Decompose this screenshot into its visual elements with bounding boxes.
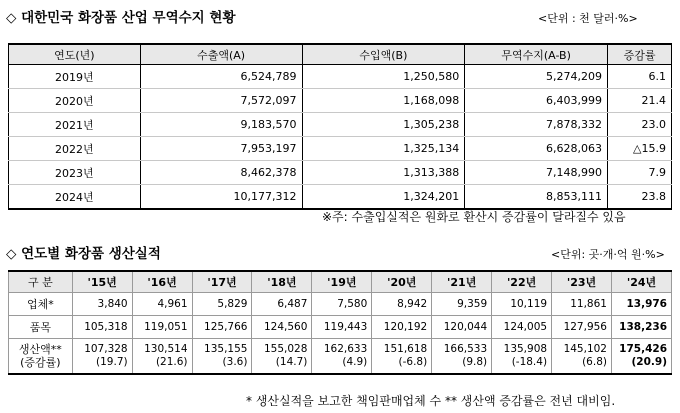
production-value: 162,633 bbox=[323, 343, 368, 355]
balance-cell: 8,853,111 bbox=[465, 185, 608, 210]
balance-cell: 6,403,999 bbox=[465, 89, 608, 113]
table-row bbox=[9, 65, 672, 89]
balance-cell: 6,628,063 bbox=[465, 137, 608, 161]
imports-cell: 1,250,580 bbox=[302, 65, 465, 89]
production-rate: (4.9) bbox=[342, 356, 368, 368]
balance-cell: 7,878,332 bbox=[465, 113, 608, 137]
value-cell: 13,976 bbox=[611, 293, 671, 316]
production-row bbox=[9, 339, 672, 375]
header-category: 구 분 bbox=[9, 271, 73, 293]
rate-cell: 23.8 bbox=[608, 185, 672, 210]
header-year: '22년 bbox=[492, 271, 552, 293]
production-rate: (-6.8) bbox=[398, 356, 428, 368]
header-year: '15년 bbox=[72, 271, 132, 293]
production-value: 175,426 bbox=[619, 343, 667, 355]
value-cell bbox=[312, 339, 372, 375]
imports-cell: 1,324,201 bbox=[302, 185, 465, 210]
value-cell: 4,961 bbox=[132, 293, 192, 316]
header-year: '19년 bbox=[312, 271, 372, 293]
rate-cell: 7.9 bbox=[608, 161, 672, 185]
year-cell: 2021년 bbox=[9, 113, 141, 137]
row-label bbox=[9, 339, 73, 375]
production-value: 135,155 bbox=[204, 343, 248, 355]
year-cell: 2020년 bbox=[9, 89, 141, 113]
production-rate: (19.7) bbox=[96, 356, 128, 368]
row-label: 품목 bbox=[9, 316, 73, 339]
table-row bbox=[9, 161, 672, 185]
header-year: '24년 bbox=[611, 271, 671, 293]
table-row bbox=[9, 137, 672, 161]
exports-cell: 6,524,789 bbox=[140, 65, 302, 89]
header-balance: 무역수지(A-B) bbox=[465, 44, 608, 65]
exports-cell: 10,177,312 bbox=[140, 185, 302, 210]
balance-cell: 7,148,990 bbox=[465, 161, 608, 185]
value-cell: 9,359 bbox=[432, 293, 492, 316]
production-value: 145,102 bbox=[563, 343, 607, 355]
value-cell: 8,942 bbox=[372, 293, 432, 316]
value-cell: 138,236 bbox=[611, 316, 671, 339]
production-rate: (3.6) bbox=[222, 356, 248, 368]
exports-cell: 8,462,378 bbox=[140, 161, 302, 185]
year-cell: 2023년 bbox=[9, 161, 141, 185]
header-imports: 수입액(B) bbox=[302, 44, 465, 65]
companies-row bbox=[9, 293, 672, 316]
value-cell bbox=[132, 339, 192, 375]
table-row bbox=[9, 89, 672, 113]
imports-cell: 1,305,238 bbox=[302, 113, 465, 137]
imports-cell: 1,313,388 bbox=[302, 161, 465, 185]
production-value: 130,514 bbox=[144, 343, 188, 355]
value-cell: 120,192 bbox=[372, 316, 432, 339]
production-rate: (14.7) bbox=[275, 356, 308, 368]
header-year: '20년 bbox=[372, 271, 432, 293]
production-rate: (6.8) bbox=[582, 356, 607, 368]
value-cell bbox=[492, 339, 552, 375]
header-year: '18년 bbox=[252, 271, 312, 293]
year-cell: 2022년 bbox=[9, 137, 141, 161]
value-cell: 119,443 bbox=[312, 316, 372, 339]
trade-balance-note: ※주: 수출입실적은 원화로 환산시 증감률이 달라질수 있음 bbox=[322, 210, 626, 224]
value-cell: 6,487 bbox=[252, 293, 312, 316]
production-rate: (21.6) bbox=[155, 356, 188, 368]
value-cell bbox=[432, 339, 492, 375]
exports-cell: 7,953,197 bbox=[140, 137, 302, 161]
trade-table-header bbox=[9, 44, 672, 65]
production-title: ◇ 연도별 화장품 생산실적 bbox=[6, 246, 161, 262]
row-label: 업체* bbox=[9, 293, 73, 316]
production-value: 155,028 bbox=[263, 343, 308, 355]
value-cell: 5,829 bbox=[192, 293, 252, 316]
exports-cell: 9,183,570 bbox=[140, 113, 302, 137]
production-table bbox=[8, 270, 672, 375]
header-year: '23년 bbox=[552, 271, 612, 293]
value-cell: 7,580 bbox=[312, 293, 372, 316]
trade-balance-table bbox=[8, 43, 672, 210]
value-cell: 124,005 bbox=[492, 316, 552, 339]
header-year: '17년 bbox=[192, 271, 252, 293]
rate-cell: 23.0 bbox=[608, 113, 672, 137]
header-year: '16년 bbox=[132, 271, 192, 293]
table-row bbox=[9, 185, 672, 210]
change-rate-label: (증감률) bbox=[20, 356, 61, 369]
value-cell bbox=[252, 339, 312, 375]
year-cell: 2024년 bbox=[9, 185, 141, 210]
rate-cell: 6.1 bbox=[608, 65, 672, 89]
header-year: '21년 bbox=[432, 271, 492, 293]
table-row bbox=[9, 113, 672, 137]
items-row bbox=[9, 316, 672, 339]
year-cell: 2019년 bbox=[9, 65, 141, 89]
value-cell: 120,044 bbox=[432, 316, 492, 339]
value-cell bbox=[552, 339, 612, 375]
value-cell: 125,766 bbox=[192, 316, 252, 339]
production-unit: <단위: 곳·개·억 원·%> bbox=[551, 248, 665, 261]
production-note: * 생산실적을 보고한 책임판매업체 수 ** 생산액 증감률은 전년 대비임. bbox=[246, 394, 616, 408]
trade-balance-unit: <단위 : 천 달러·%> bbox=[538, 12, 638, 25]
value-cell bbox=[372, 339, 432, 375]
value-cell: 3,840 bbox=[72, 293, 132, 316]
header-exports: 수출액(A) bbox=[140, 44, 302, 65]
value-cell: 10,119 bbox=[492, 293, 552, 316]
value-cell: 11,861 bbox=[552, 293, 612, 316]
rate-cell: 21.4 bbox=[608, 89, 672, 113]
production-value: 151,618 bbox=[383, 343, 428, 355]
production-value: 135,908 bbox=[503, 343, 548, 355]
header-change-rate: 증감률 bbox=[608, 44, 672, 65]
value-cell bbox=[192, 339, 252, 375]
value-cell bbox=[72, 339, 132, 375]
balance-cell: 5,274,209 bbox=[465, 65, 608, 89]
header-year: 연도(년) bbox=[9, 44, 141, 65]
value-cell: 127,956 bbox=[552, 316, 612, 339]
production-label: 생산액** bbox=[18, 343, 62, 356]
production-rate: (20.9) bbox=[631, 356, 667, 368]
value-cell: 119,051 bbox=[132, 316, 192, 339]
production-rate: (-18.4) bbox=[511, 356, 548, 368]
imports-cell: 1,168,098 bbox=[302, 89, 465, 113]
trade-balance-title: ◇ 대한민국 화장품 산업 무역수지 현황 bbox=[6, 10, 236, 26]
rate-cell: △15.9 bbox=[608, 137, 672, 161]
value-cell bbox=[611, 339, 671, 375]
value-cell: 105,318 bbox=[72, 316, 132, 339]
value-cell: 124,560 bbox=[252, 316, 312, 339]
production-value: 107,328 bbox=[84, 343, 128, 355]
exports-cell: 7,572,097 bbox=[140, 89, 302, 113]
imports-cell: 1,325,134 bbox=[302, 137, 465, 161]
production-table-header bbox=[9, 271, 672, 293]
production-value: 166,533 bbox=[443, 343, 488, 355]
production-rate: (9.8) bbox=[462, 356, 488, 368]
